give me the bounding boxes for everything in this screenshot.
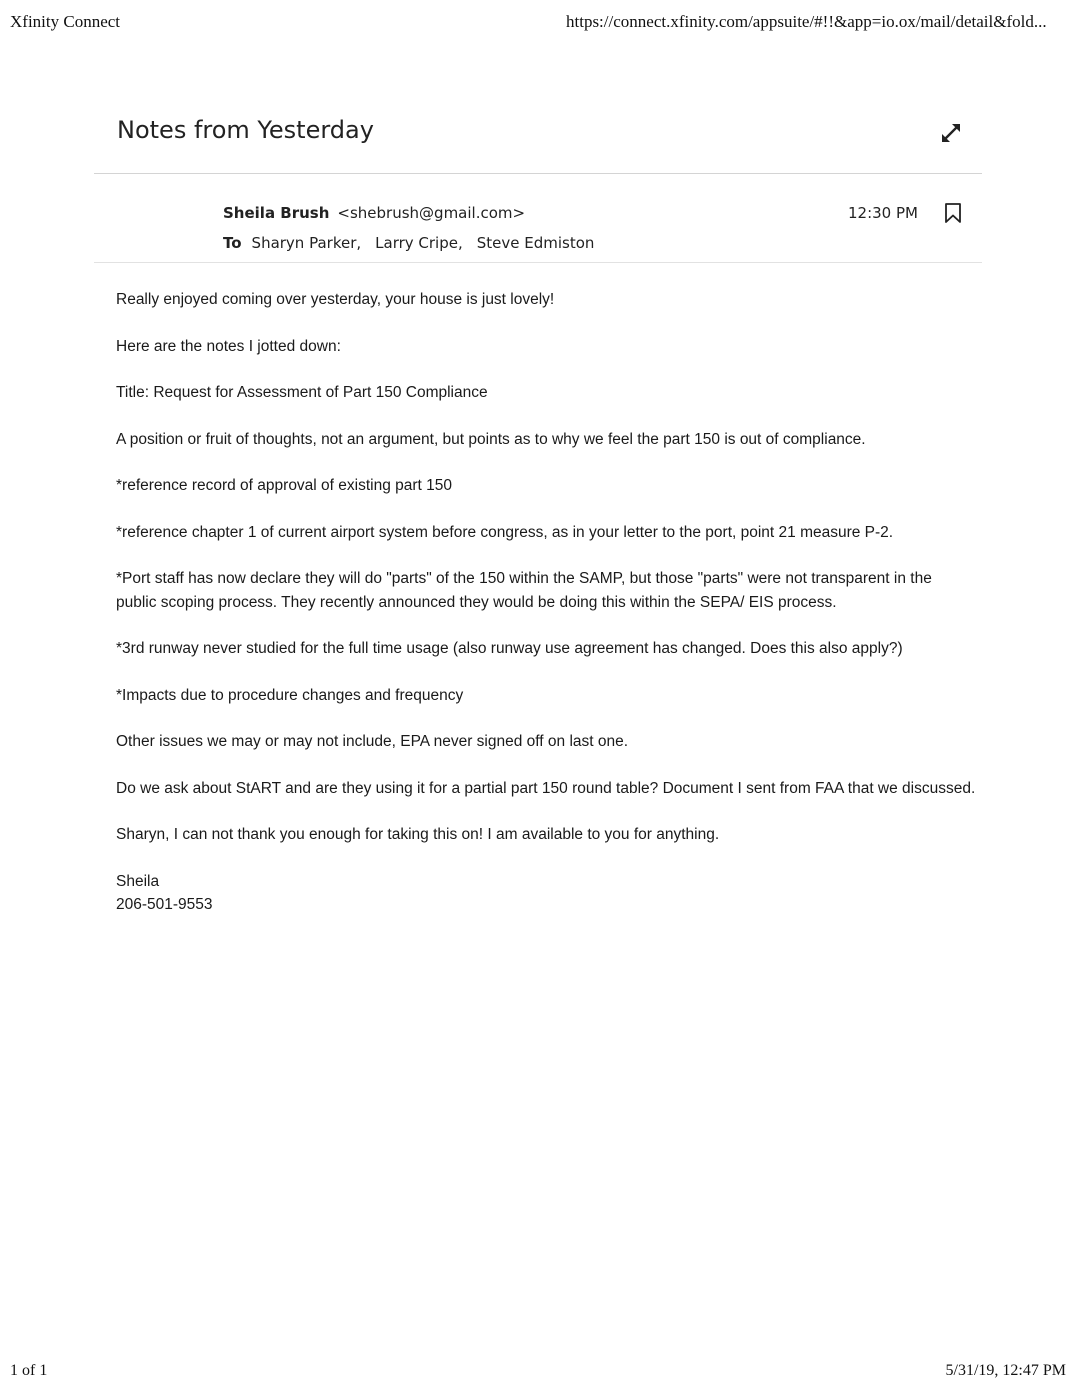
print-header-app-name: Xfinity Connect (10, 12, 121, 31)
body-paragraph: Sharyn, I can not thank you enough for taking this on! I am available to you for anything. (116, 826, 720, 843)
body-paragraph: *reference chapter 1 of current airport system before congress, as in your letter to the port, point 21 measure P-2. (116, 523, 894, 541)
body-paragraph: Do we ask about StART and are they using it for a partial part 150 round table? Document I sent from FAA that we discussed. (116, 779, 976, 797)
recipient-larry-cripe[interactable]: Larry Cripe, (375, 234, 463, 252)
body-paragraph: A position or fruit of thoughts, not an argument, but points as to why we feel the part 150 is out of compliance. (116, 430, 866, 448)
body-paragraph: *Impacts due to procedure changes and frequency (116, 686, 464, 704)
body-paragraph: Really enjoyed coming over yesterday, your house is just lovely! (116, 291, 555, 308)
sender-name[interactable]: Sheila Brush (223, 204, 330, 222)
email-body (116, 288, 976, 917)
recipient-steve-edmiston[interactable]: Steve Edmiston (476, 234, 595, 252)
from-row (223, 204, 525, 222)
body-paragraph: Other issues we may or may not include, EPA never signed off on last one. (116, 733, 629, 750)
signature-phone: 206-501-9553 (116, 896, 213, 913)
expand-arrows-icon[interactable] (938, 120, 964, 146)
header-divider (94, 173, 982, 174)
bookmark-icon[interactable] (944, 202, 962, 224)
recipient-sharyn-parker[interactable]: Sharyn Parker, (251, 234, 362, 252)
print-footer-page: 1 of 1 (10, 1362, 48, 1379)
body-paragraph: *Port staff has now declare they will do "parts" of the 150 within the SAMP, but those "parts" were not transparent in the public scoping process. They recently announced they would be doing this within the SEPA/ EIS process. (116, 570, 932, 611)
meta-divider (94, 262, 982, 263)
body-paragraph: *reference record of approval of existing part 150 (116, 477, 453, 494)
body-paragraph: Title: Request for Assessment of Part 150 Compliance (116, 384, 488, 401)
to-row (223, 234, 608, 252)
body-paragraph: Here are the notes I jotted down: (116, 337, 341, 355)
sender-email[interactable]: <shebrush@gmail.com> (337, 204, 526, 222)
email-subject: Notes from Yesterday (117, 116, 374, 144)
print-header-url: https://connect.xfinity.com/appsuite/#!!&app=io.ox/mail/detail&fold... (566, 12, 1047, 31)
to-label: To (223, 234, 242, 252)
signature-name: Sheila (116, 872, 160, 890)
print-footer-timestamp: 5/31/19, 12:47 PM (945, 1362, 1066, 1379)
body-paragraph: *3rd runway never studied for the full time usage (also runway use agreement has changed. Does this also apply?) (116, 640, 903, 657)
email-time: 12:30 PM (848, 204, 918, 222)
